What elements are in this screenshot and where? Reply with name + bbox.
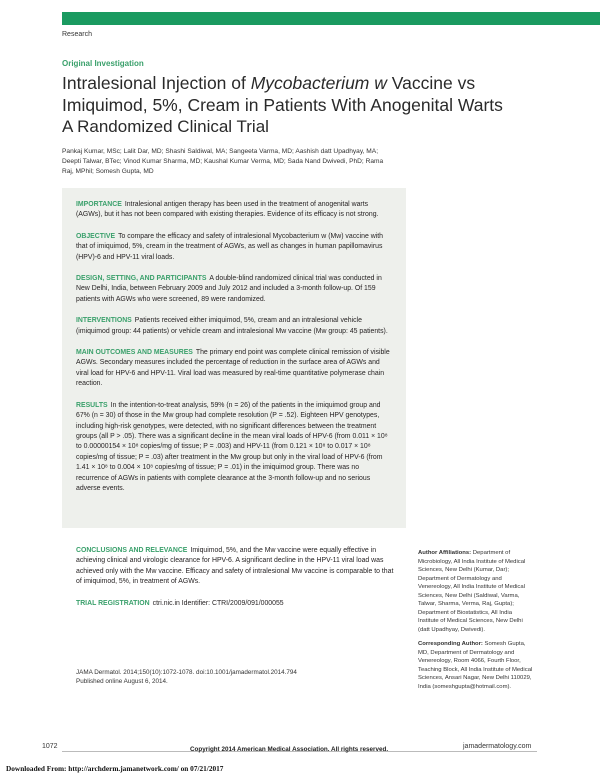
importance-text: Intralesional antigen therapy has been used in the treatment of anogenital warts (AGWs), but it has not been compared with existing therapies. Evidence of its efficacy is not strong.: [76, 201, 379, 219]
design-label: DESIGN, SETTING, AND PARTICIPANTS: [76, 275, 207, 283]
abstract-importance: [76, 200, 392, 221]
citation-line: JAMA Dermatol. 2014;150(10):1072-1078. doi:10.1001/jamadermatol.2014.794: [76, 669, 297, 676]
abstract-trial-registration: [76, 599, 396, 609]
article-type: Original Investigation: [62, 59, 144, 68]
interventions-label: INTERVENTIONS: [76, 317, 132, 325]
abstract-box: [62, 188, 406, 528]
abstract-conclusions: [76, 546, 396, 588]
abstract-outcomes: [76, 348, 392, 390]
title-organism: Mycobacterium w: [250, 73, 387, 93]
affiliations-text: Department of Microbiology, All India Institute of Medical Sciences, New Delhi (Kumar, Dar); Department of Dermatology and Venereology, All India Institute of Medical Sciences, New Delhi (Saldiwal, Varma, Talwar, Sharma, Verma, Raj, Gupta); Department of Biostatistics, All India Institute of Medical Sciences, New Delhi (datt Upadhyay, Dwivedi).: [418, 550, 526, 633]
interventions-text: Patients received either imiquimod, 5%, cream and an intralesional vehicle (imiquimod group: 44 patients) or vehicle cream and intralesional Mw vaccine (Mw group: 45 patients).: [76, 317, 388, 335]
article-subtitle: A Randomized Clinical Trial: [62, 117, 269, 136]
author-list: Pankaj Kumar, MSc; Lalit Dar, MD; Shashi Saldiwal, MA; Sangeeta Varma, MD; Aashish datt Upadhyay, MA; Deepti Talwar, BTec; Vinod Kumar Sharma, MD; Kaushal Kumar Verma, MD; Sada Nand Dwivedi, PhD; Rama Raj, MPhil; Somesh Gupta, MD: [62, 148, 384, 176]
section-label: Research: [62, 31, 92, 38]
conclusions-text: Imiquimod, 5%, and the Mw vaccine were equally effective in achieving clinical and virologic clearance for HPV-6. A significant decline in the HPV-11 viral load was achieved only with the Mw vaccine. Efficacy and safety of intralesional Mw vaccine is comparable to that of imiquimod, 5%, in treatment of AGWs.: [76, 547, 394, 586]
corresponding-text: Somesh Gupta, MD, Department of Dermatology and Venereology, Room 4066, Fourth Floor, Teaching Block, All India Institute of Medical Sciences, Ansari Nagar, New Delhi 110029, India (someshgupta@hotmail.com).: [418, 641, 533, 690]
published-online: Published online August 6, 2014.: [76, 678, 168, 685]
author-info-sidebar: [418, 549, 533, 697]
abstract-interventions: [76, 316, 392, 337]
objective-label: OBJECTIVE: [76, 232, 116, 240]
article-title: [62, 72, 562, 138]
design-text: A double-blind randomized clinical trial was conducted in New Delhi, India, between February 2009 and July 2012 and included a 3-month follow-up. Of 159 patients with AGWs who were screened, 89 were randomized.: [76, 275, 382, 303]
journal-header-bar: [62, 12, 600, 25]
copyright-notice: Copyright 2014 American Medical Association. All rights reserved.: [190, 746, 389, 753]
citation-block: [76, 668, 396, 686]
outcomes-label: MAIN OUTCOMES AND MEASURES: [76, 349, 193, 357]
abstract-results: [76, 401, 392, 495]
title-start: Intralesional Injection of: [62, 73, 251, 93]
conclusions-label: CONCLUSIONS AND RELEVANCE: [76, 547, 188, 554]
trial-label: TRIAL REGISTRATION: [76, 599, 150, 607]
abstract-continued: [76, 546, 396, 620]
results-text: In the intention-to-treat analysis, 59% (n = 26) of the patients in the imiquimod group and 67% (n = 30) of those in the Mw group had complete resolution (P = .52). Eighteen HPV genotypes, including high-risk genotypes, were detected, with no significant differences between the treatment groups (all P > .05). There was a significant decline in the mean viral loads of HPV-6 (from 0.011 × 10⁸ to 0.00000154 × 10⁸ copies/mg of tissue; P = .003) and HPV-11 (from 0.121 × 10⁸ to 0.017 × 10⁸ copies/mg of tissue; P = .03) after treatment in the Mw group but only in the viral load of HPV-6 (from 1.41 × 10⁸ to 0.004 × 10⁸ copies/mg of tissue; P = .01) in the imiquimod group. There was no recurrence of AGWs in patients with complete clearance at the 3-month follow-up and no serious adverse events.: [76, 401, 388, 492]
author-affiliations: [418, 549, 533, 634]
trial-text: ctri.nic.in Identifier: CTRI/2009/091/000055: [152, 599, 284, 607]
abstract-design: [76, 274, 392, 305]
abstract-objective: [76, 232, 392, 263]
corresponding-label: Corresponding Author:: [418, 641, 483, 647]
importance-label: IMPORTANCE: [76, 201, 122, 208]
affiliations-label: Author Affiliations:: [418, 550, 472, 556]
results-label: RESULTS: [76, 401, 108, 409]
objective-text: To compare the efficacy and safety of intralesional Mycobacterium w (Mw) vaccine with that of imiquimod, 5%, cream in the treatment of AGWs, as well as changes in human papillomavirus (HPV)-6 and HPV-11 viral loads.: [76, 232, 383, 261]
page-number: 1072: [42, 743, 58, 750]
title-end: Vaccine vs Imiquimod, 5%, Cream in Patients With Anogenital Warts: [62, 73, 503, 115]
corresponding-author: [418, 640, 533, 691]
outcomes-text: The primary end point was complete clinical remission of visible AGWs. Secondary measures included the percentage of reduction in the surface area of AGWs and viral load for HPV-6 and HPV-11. Viral load was measured by real-time quantitative polymerase chain reaction.: [76, 349, 390, 388]
download-notice: Downloaded From: http://archderm.jamanetwork.com/ on 07/21/2017: [6, 764, 224, 773]
journal-website: jamadermatology.com: [463, 743, 532, 750]
